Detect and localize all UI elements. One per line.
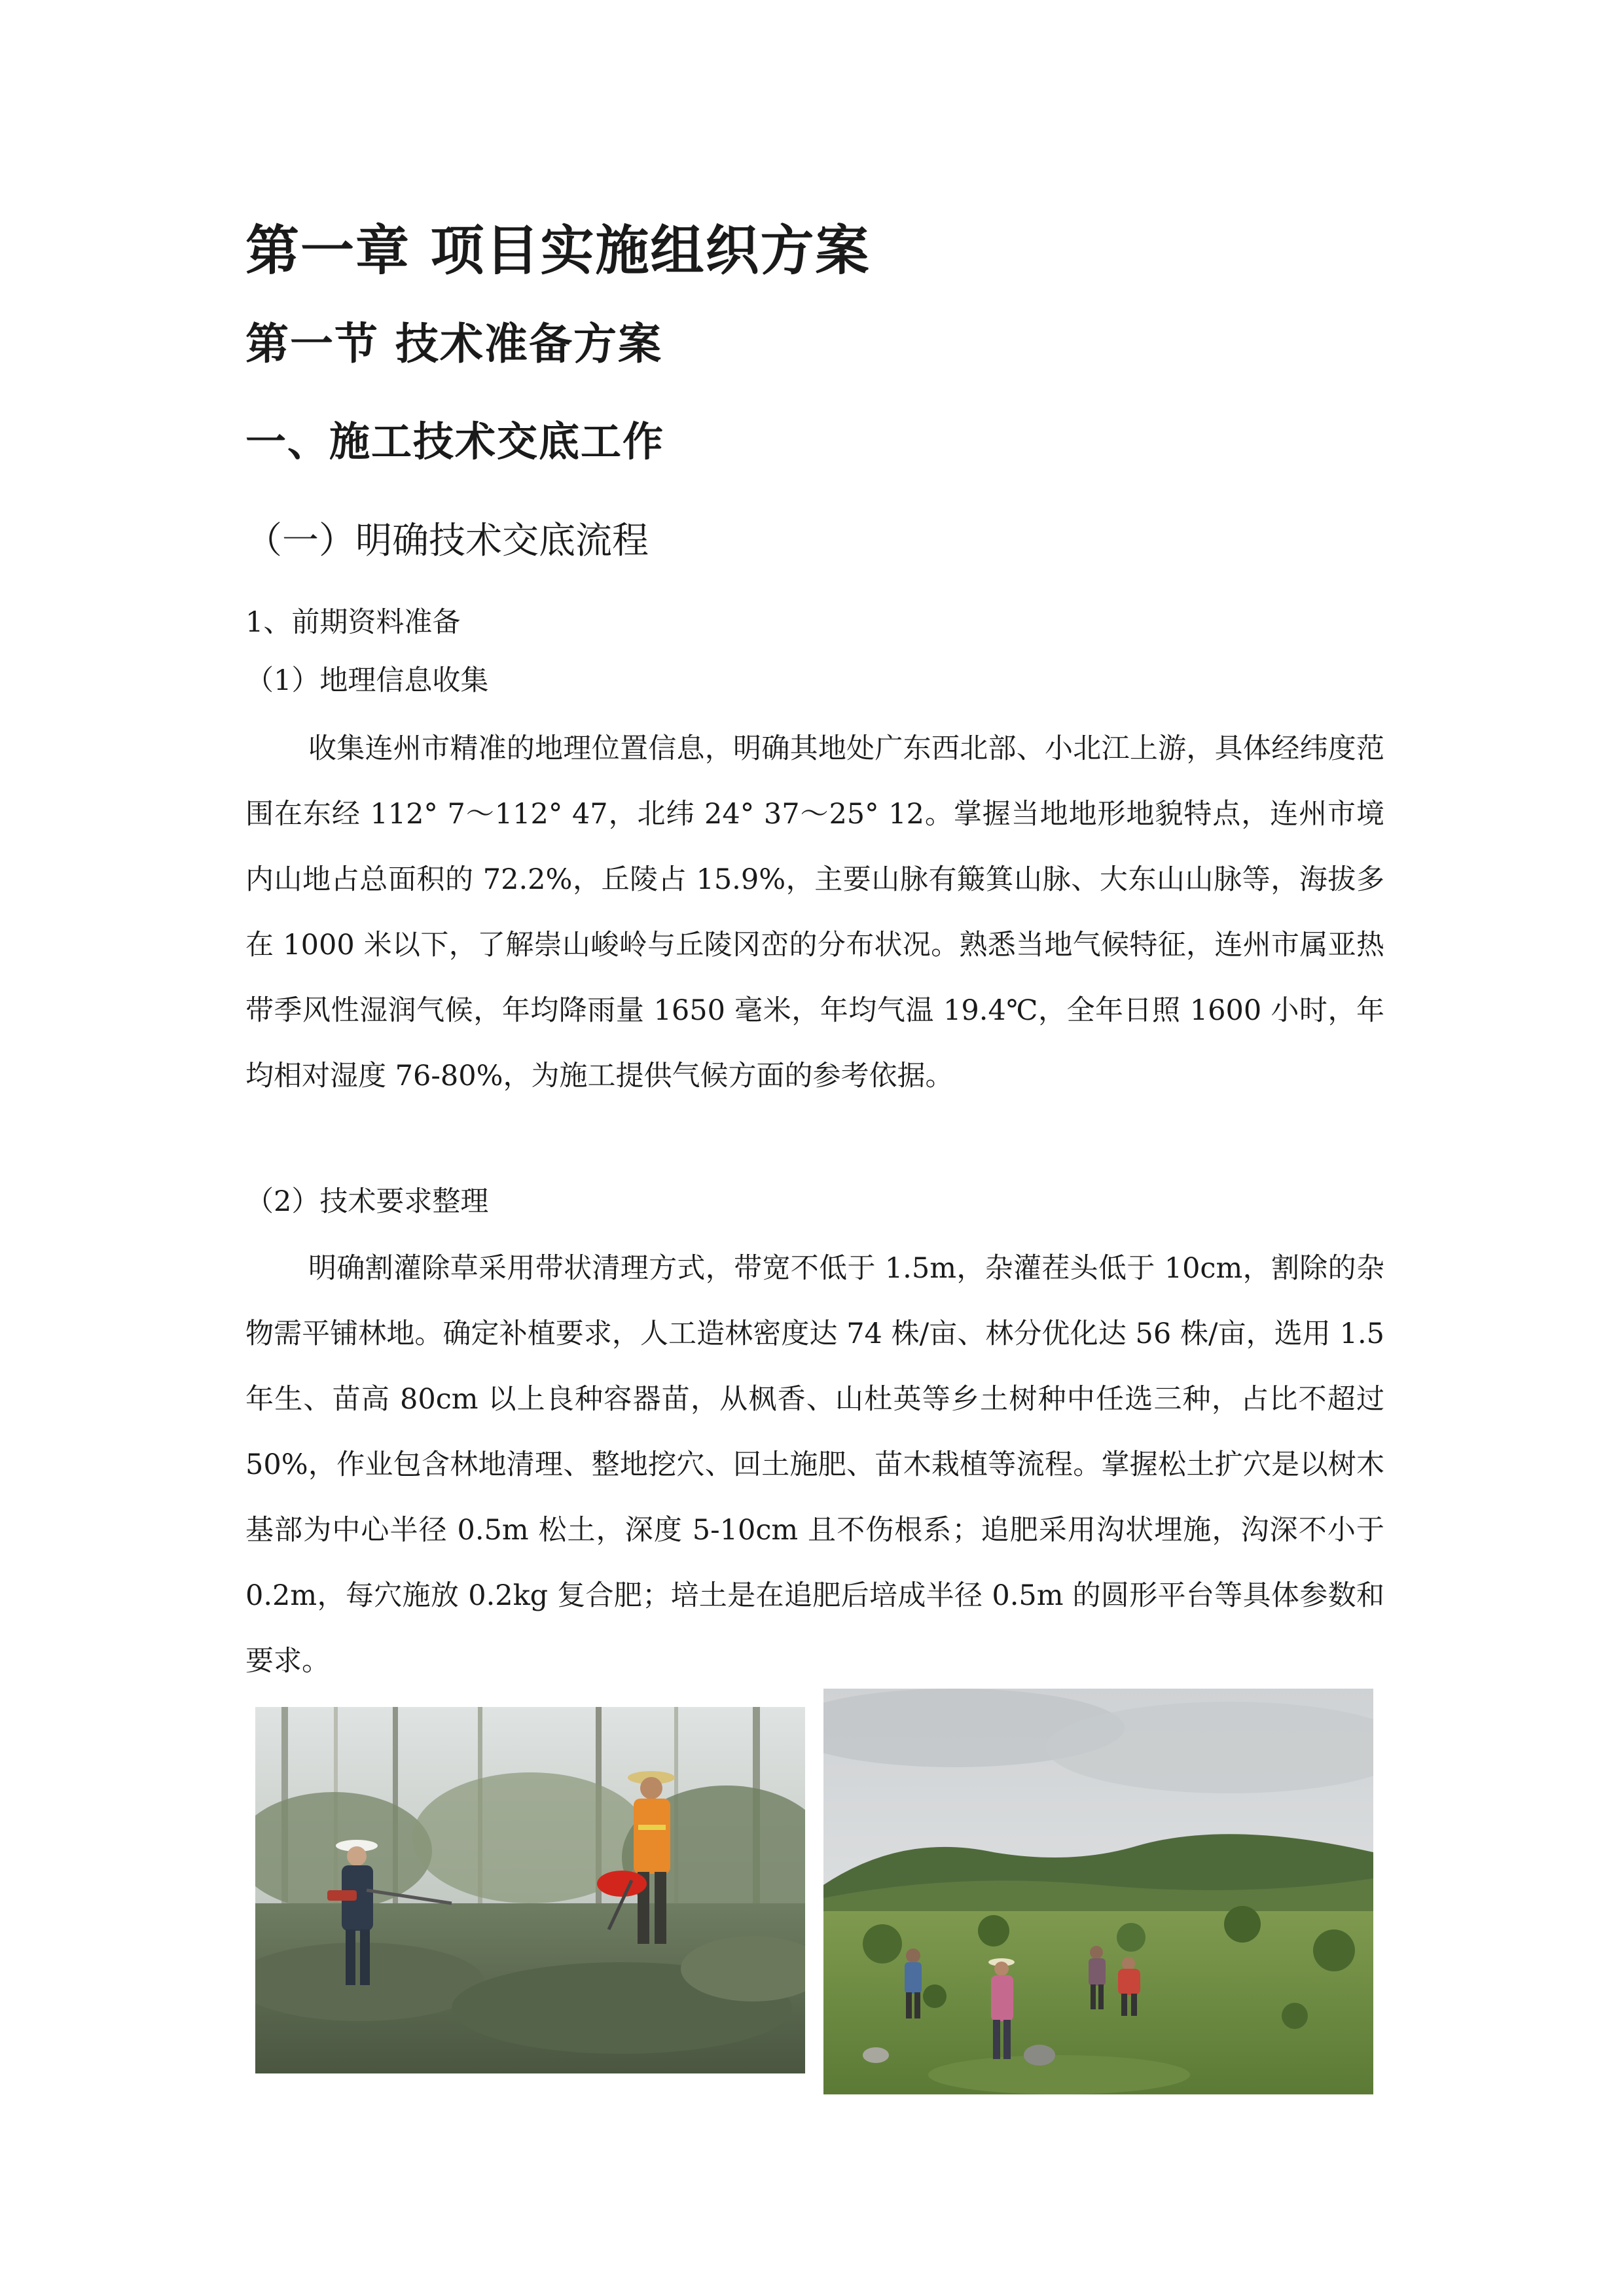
photo-brush-clearing [255,1707,805,2073]
item-title: （一）明确技术交底流程 [245,520,649,562]
photo-tree-planting [823,1689,1373,2094]
step-title: 1、前期资料准备 [245,606,461,639]
section-title: 第一节 技术准备方案 [245,319,662,369]
sub2-paragraph: 明确割灌除草采用带状清理方式，带宽不低于 1.5m，杂灌茬头低于 10cm，割除的杂物需平铺林地。确定补植要求，人工造林密度达 74 株/亩、林分优化达 56 株/亩，选用 1.5 年生、苗高 80cm 以上良种容器苗，从枫香、山杜英等乡土树种中任选三种，占比不超过 50%，作业包含林地清理、整地挖穴、回土施肥、苗木栽植等流程。掌握松土扩穴是以树木基部为中心半径 0.5m 松土，深度 5-10cm 且不伤根系；追肥采用沟状埋施，沟深不小于 0.2m，每穴施放 0.2kg 复合肥；培土是在追肥后培成半径 0.5m 的圆形平台等具体参数和要求。 [245,1252,1384,1677]
sub1-paragraph: 收集连州市精准的地理位置信息，明确其地处广东西北部、小北江上游，具体经纬度范围在东经 112° 7～112° 47，北纬 24° 37～25° 12。掌握当地地形地貌特点，连州市境内山地占总面积的 72.2%，丘陵占 15.9%，主要山脉有簸箕山脉、大东山山脉等，海拔多在 1000 米以下，了解崇山峻岭与丘陵冈峦的分布状况。熟悉当地气候特征，连州市属亚热带季风性湿润气候，年均降雨量 1650 毫米，年均气温 19.4℃，全年日照 1600 小时，年均相对湿度 76-80%，为施工提供气候方面的参考依据。 [245,732,1384,1092]
sub1-title: （1）地理信息收集 [245,664,489,697]
sub2-title: （2）技术要求整理 [245,1185,489,1218]
subsection-title: 一、施工技术交底工作 [245,418,665,465]
chapter-title: 第一章 项目实施组织方案 [245,220,871,282]
